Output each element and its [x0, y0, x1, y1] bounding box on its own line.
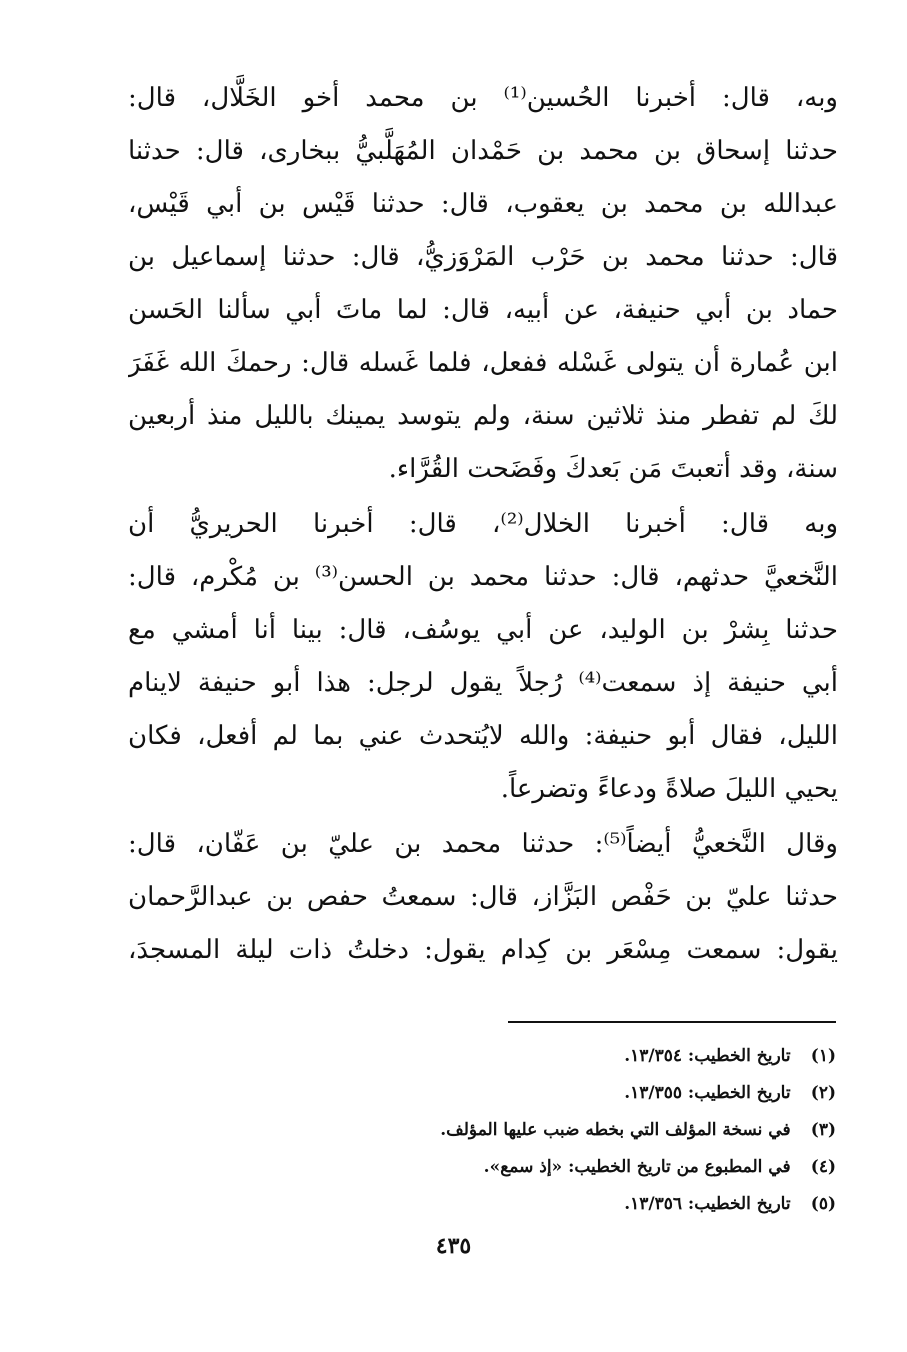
footnote-text: تاريخ الخطيب: ١٣/٣٥٦. [624, 1194, 791, 1214]
footnote-number: (٢) [810, 1083, 836, 1103]
footnote-item [300, 1186, 836, 1223]
footnote-item [300, 1075, 836, 1112]
text-line: ابن عُمارة أن يتولى غَسْله ففعل، فلما غَسله قال: رحمكَ الله غَفَرَ [128, 348, 838, 378]
footnote-item [300, 1112, 836, 1149]
text-line: حماد بن أبي حنيفة، عن أبيه، قال: لما ماتَ أبي سألنا الحَسن [128, 295, 838, 325]
footnote-number: (٥) [810, 1194, 836, 1214]
footnote-separator [508, 1021, 836, 1023]
paragraph-3 [128, 818, 838, 977]
footnote-text: في المطبوع من تاريخ الخطيب: «إذ سمع». [483, 1157, 791, 1177]
footnotes [300, 1038, 836, 1223]
text-line: أبي حنيفة إذ سمعت⁽⁴⁾ رُجلاً يقول لرجل: هذا أبو حنيفة لاينام [128, 668, 838, 698]
text-line: يقول: سمعت مِسْعَر بن كِدام يقول: دخلتُ ذات ليلة المسجدَ، [128, 935, 838, 965]
text-line: النَّخعيَّ حدثهم، قال: حدثنا محمد بن الحسن⁽³⁾ بن مُكْرم، قال: [128, 562, 838, 592]
text-line: سنة، وقد أتعبتَ مَن بَعدكَ وفَضَحت القُرَّاء. [388, 454, 838, 484]
paragraph-2 [128, 498, 838, 816]
text-line: عبدالله بن محمد بن يعقوب، قال: حدثنا قَيْس بن أبي قَيْس، [128, 189, 838, 219]
footnote-text: تاريخ الخطيب: ١٣/٣٥٤. [624, 1046, 791, 1066]
footnote-text: تاريخ الخطيب: ١٣/٣٥٥. [624, 1083, 791, 1103]
footnote-item [300, 1038, 836, 1075]
text-line: لكَ لم تفطر منذ ثلاثين سنة، ولم يتوسد يمينك بالليل منذ أربعين [128, 401, 838, 431]
footnote-number: (٤) [810, 1157, 836, 1177]
text-line: يحيي الليلَ صلاةً ودعاءً وتضرعاً. [500, 774, 838, 804]
footnote-item [300, 1149, 836, 1186]
text-line: حدثنا إسحاق بن محمد بن حَمْدان المُهَلَّبيُّ ببخارى، قال: حدثنا [128, 136, 838, 166]
text-line: وقال النَّخعيُّ أيضاً⁽⁵⁾: حدثنا محمد بن عليّ بن عَفّان، قال: [128, 829, 838, 859]
footnote-text: في نسخة المؤلف التي بخطه ضبب عليها المؤلف. [440, 1120, 791, 1140]
text-line: وبه قال: أخبرنا الخلال⁽²⁾، قال: أخبرنا الحريريُّ أن [128, 509, 838, 539]
page-number: ٤٣٥ [435, 1233, 472, 1259]
footnote-number: (١) [810, 1046, 836, 1066]
paragraph-1 [128, 72, 838, 496]
text-line: الليل، فقال أبو حنيفة: والله لايُتحدث عني بما لم أفعل، فكان [128, 721, 838, 751]
text-line: حدثنا عليّ بن حَفْص البَزَّاز، قال: سمعتُ حفص بن عبدالرَّحمان [128, 882, 838, 912]
text-line: حدثنا بِشرْ بن الوليد، عن أبي يوسُف، قال: بينا أنا أمشي مع [128, 615, 838, 645]
footnote-number: (٣) [810, 1120, 836, 1140]
text-line: وبه، قال: أخبرنا الحُسين⁽¹⁾ بن محمد أخو الخَلَّال، قال: [128, 83, 838, 113]
text-line: قال: حدثنا محمد بن حَرْب المَرْوَزيُّ، قال: حدثنا إسماعيل بن [128, 242, 838, 272]
